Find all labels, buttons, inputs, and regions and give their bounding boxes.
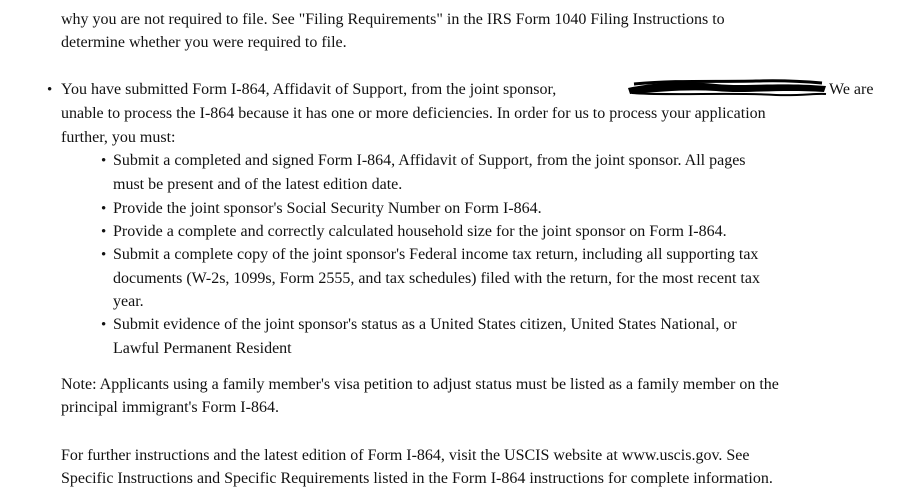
main-bullet-icon: •: [47, 82, 53, 98]
sub-item-3-line-1: Provide a complete and correctly calculated household size for the joint sponsor on Form I-864.: [113, 223, 727, 240]
sub-bullet-icon: •: [101, 247, 107, 263]
sub-item-1-line-2: must be present and of the latest edition date.: [113, 176, 403, 193]
sub-item-5-line-1: Submit evidence of the joint sponsor's status as a United States citizen, United States National, or: [113, 316, 737, 333]
sub-item-2-line-1: Provide the joint sponsor's Social Security Number on Form I-864.: [113, 200, 542, 217]
sub-item-4-line-3: year.: [113, 293, 144, 310]
note-line-2: principal immigrant's Form I-864.: [61, 399, 279, 416]
further-line-2: Specific Instructions and Specific Requirements listed in the Form I-864 instructions for complete information.: [61, 470, 773, 487]
main-item-line-3: further, you must:: [61, 129, 176, 146]
sub-bullet-icon: •: [101, 153, 107, 169]
sub-item-4-line-1: Submit a complete copy of the joint sponsor's Federal income tax return, including all supporting tax: [113, 246, 759, 263]
sub-item-1-line-1: Submit a completed and signed Form I-864, Affidavit of Support, from the joint sponsor. All pages: [113, 152, 746, 169]
sub-item-5-line-2: Lawful Permanent Resident: [113, 340, 292, 357]
sub-item-4-line-2: documents (W-2s, 1099s, Form 2555, and tax schedules) filed with the return, for the most recent tax: [113, 270, 760, 287]
intro-line-2: determine whether you were required to file.: [61, 34, 347, 51]
sub-bullet-icon: •: [101, 317, 107, 333]
main-item-line-1: You have submitted Form I-864, Affidavit of Support, from the joint sponsor,: [61, 81, 557, 98]
sub-bullet-icon: •: [101, 201, 107, 217]
intro-line-1: why you are not required to file. See "Filing Requirements" in the IRS Form 1040 Filing Instructions to: [61, 11, 725, 28]
main-item-line-2: unable to process the I-864 because it has one or more deficiencies. In order for us to process your application: [61, 105, 766, 122]
sub-bullet-icon: •: [101, 224, 107, 240]
further-line-1: For further instructions and the latest edition of Form I-864, visit the USCIS website at www.uscis.gov. See: [61, 447, 750, 464]
main-item-line-1-end: We are: [829, 81, 874, 98]
note-line-1: Note: Applicants using a family member's visa petition to adjust status must be listed as a family member on the: [61, 376, 779, 393]
redaction-mark: [626, 80, 828, 97]
